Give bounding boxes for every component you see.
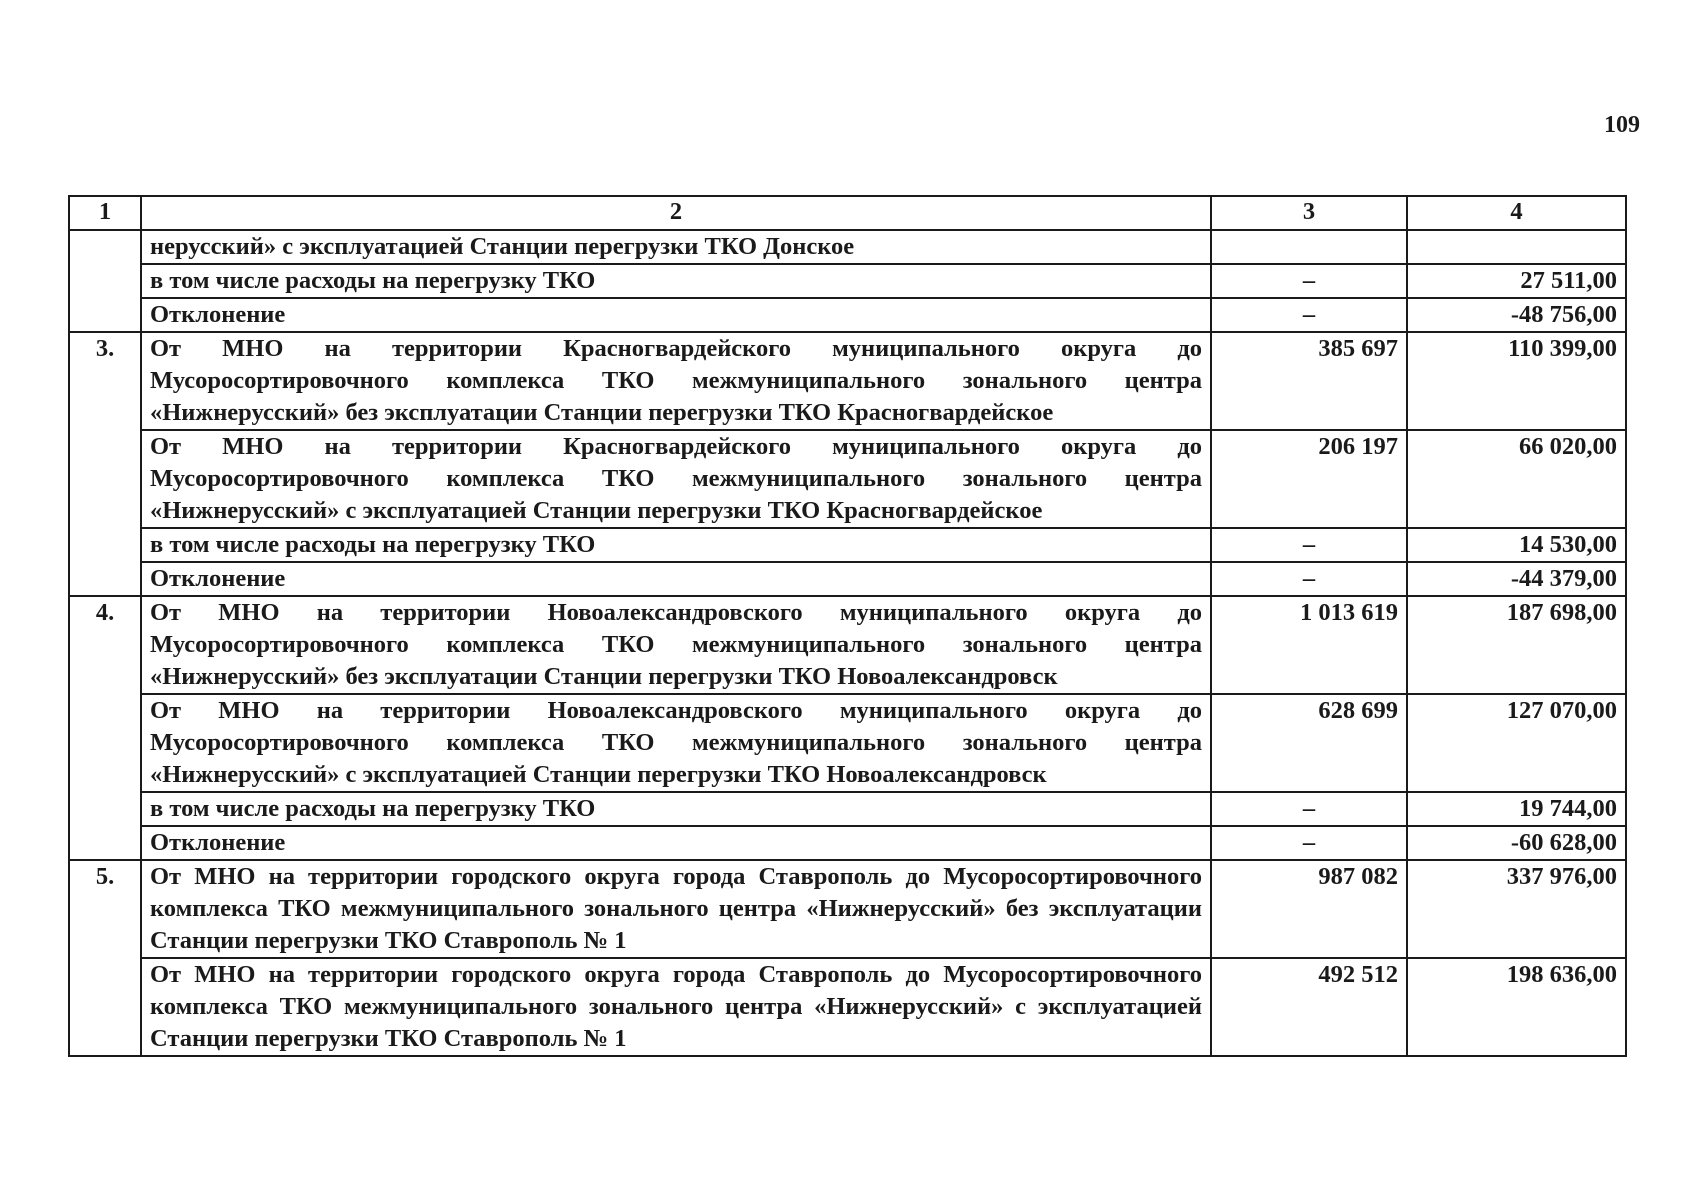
table-row [69,958,1626,1056]
row-cost-cell: -60 628,00 [1407,826,1626,860]
row-number-cell [69,826,141,860]
row-volume-cell [1211,230,1407,264]
table-row [69,694,1626,792]
row-volume-cell: 492 512 [1211,958,1407,1056]
row-description-cell: Отклонение [141,562,1211,596]
row-volume-cell: – [1211,826,1407,860]
row-cost-cell: 27 511,00 [1407,264,1626,298]
row-cost-cell: -48 756,00 [1407,298,1626,332]
row-volume-cell: 987 082 [1211,860,1407,958]
row-description-cell: От МНО на территории городского округа города Ставрополь до Мусоросортировочного комплекса ТКО межмуниципального зонального центра «Нижнерусский» без эксплуатации Станции перегрузки ТКО Ставрополь № 1 [141,860,1211,958]
row-number-cell [69,430,141,528]
row-description-cell: От МНО на территории Красногвардейского муниципального округа до Мусоросортировочного комплекса ТКО межмуниципального зонального центра «Нижнерусский» с эксплуатацией Станции перегрузки ТКО Красногвардейское [141,430,1211,528]
column-header-4: 4 [1407,196,1626,230]
row-number-cell [69,792,141,826]
row-cost-cell: 19 744,00 [1407,792,1626,826]
row-cost-cell: 14 530,00 [1407,528,1626,562]
row-volume-cell: 385 697 [1211,332,1407,430]
row-volume-cell: – [1211,298,1407,332]
row-cost-cell: 66 020,00 [1407,430,1626,528]
row-cost-cell: 337 976,00 [1407,860,1626,958]
column-header-2: 2 [141,196,1211,230]
tariff-table [68,195,1627,1057]
table-row [69,826,1626,860]
page-number: 109 [1604,112,1640,138]
row-number-cell [69,958,141,1056]
row-description-cell: Отклонение [141,826,1211,860]
row-cost-cell: 127 070,00 [1407,694,1626,792]
row-cost-cell: 187 698,00 [1407,596,1626,694]
row-cost-cell [1407,230,1626,264]
row-volume-cell: – [1211,792,1407,826]
row-cost-cell: 198 636,00 [1407,958,1626,1056]
table-row [69,792,1626,826]
row-volume-cell: – [1211,264,1407,298]
table-row [69,230,1626,264]
row-description-cell: в том числе расходы на перегрузку ТКО [141,528,1211,562]
row-volume-cell: – [1211,528,1407,562]
row-number-cell [69,562,141,596]
row-number-cell [69,264,141,298]
row-volume-cell: – [1211,562,1407,596]
row-volume-cell: 1 013 619 [1211,596,1407,694]
row-number-cell [69,298,141,332]
table-row [69,430,1626,528]
row-number-cell: 4. [69,596,141,694]
table-row [69,332,1626,430]
row-description-cell: От МНО на территории Красногвардейского муниципального округа до Мусоросортировочного комплекса ТКО межмуниципального зонального центра «Нижнерусский» без эксплуатации Станции перегрузки ТКО Красногвардейское [141,332,1211,430]
row-number-cell: 3. [69,332,141,430]
table-row [69,528,1626,562]
row-number-cell [69,230,141,264]
column-header-3: 3 [1211,196,1407,230]
row-description-cell: От МНО на территории городского округа города Ставрополь до Мусоросортировочного комплекса ТКО межмуниципального зонального центра «Нижнерусский» с эксплуатацией Станции перегрузки ТКО Ставрополь № 1 [141,958,1211,1056]
table-row [69,264,1626,298]
row-description-cell: в том числе расходы на перегрузку ТКО [141,264,1211,298]
row-description-cell: нерусский» с эксплуатацией Станции перегрузки ТКО Донское [141,230,1211,264]
row-description-cell: От МНО на территории Новоалександровского муниципального округа до Мусоросортировочного комплекса ТКО межмуниципального зонального центра «Нижнерусский» с эксплуатацией Станции перегрузки ТКО Новоалександровск [141,694,1211,792]
row-number-cell: 5. [69,860,141,958]
table-row [69,562,1626,596]
row-description-cell: От МНО на территории Новоалександровского муниципального округа до Мусоросортировочного комплекса ТКО межмуниципального зонального центра «Нижнерусский» без эксплуатации Станции перегрузки ТКО Новоалександровск [141,596,1211,694]
table-body [69,230,1626,1056]
row-volume-cell: 206 197 [1211,430,1407,528]
row-cost-cell: -44 379,00 [1407,562,1626,596]
row-description-cell: в том числе расходы на перегрузку ТКО [141,792,1211,826]
row-description-cell: Отклонение [141,298,1211,332]
table-row [69,596,1626,694]
table-row [69,298,1626,332]
table-header-row [69,196,1626,230]
row-cost-cell: 110 399,00 [1407,332,1626,430]
row-number-cell [69,694,141,792]
row-number-cell [69,528,141,562]
table-row [69,860,1626,958]
column-header-1: 1 [69,196,141,230]
row-volume-cell: 628 699 [1211,694,1407,792]
